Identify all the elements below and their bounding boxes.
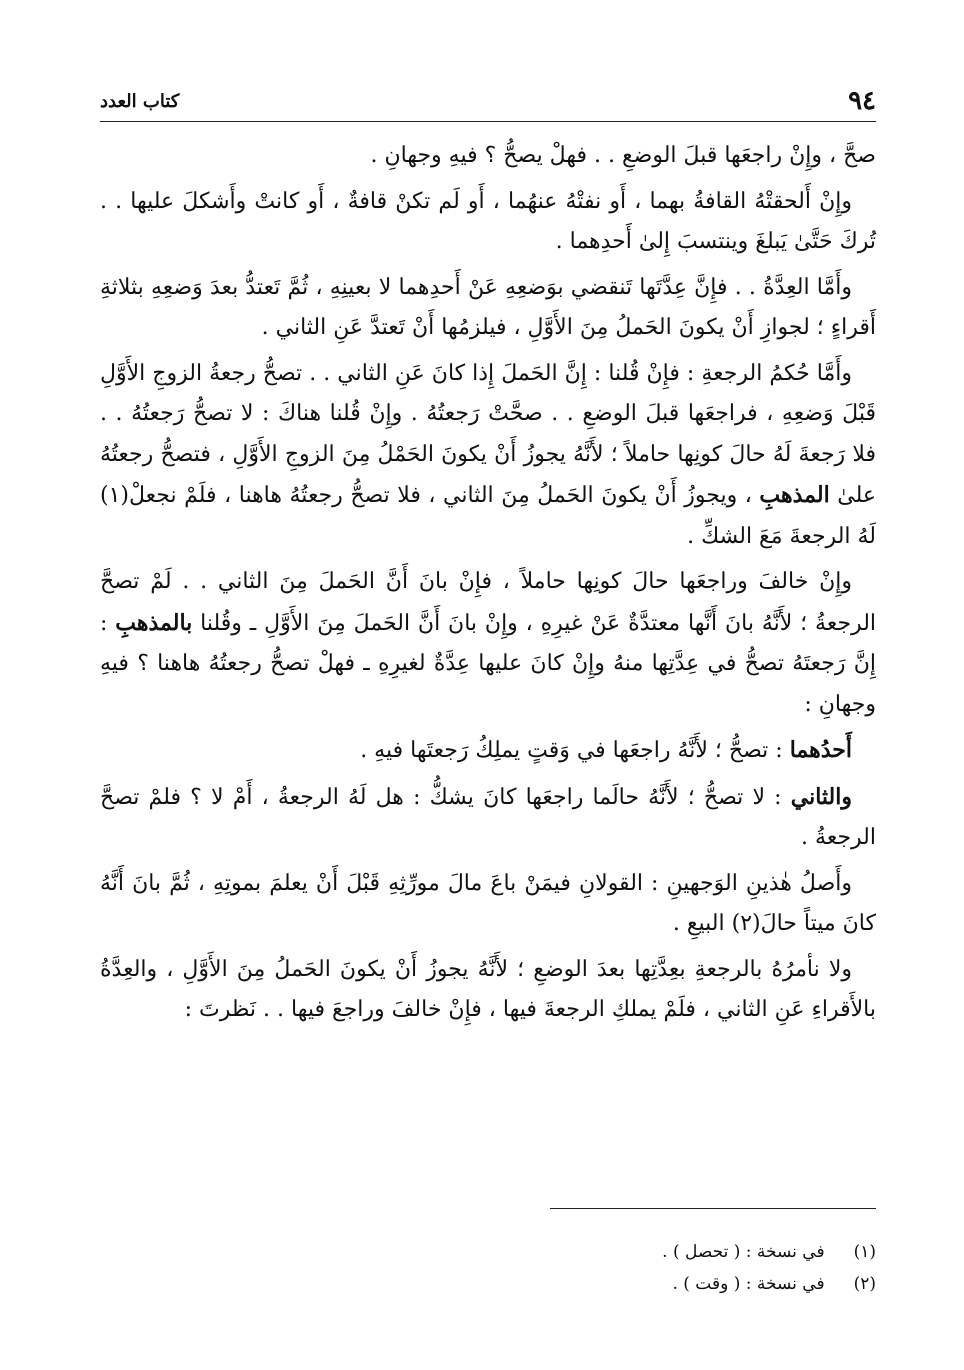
bold-term: المذهبِ	[759, 482, 830, 508]
header-rule	[100, 121, 876, 122]
footnotes	[100, 1236, 876, 1300]
footnote	[100, 1268, 876, 1300]
paragraph	[100, 562, 876, 725]
paragraph	[100, 950, 876, 1031]
bold-term: بالمذهبِ	[115, 609, 193, 636]
footnote-text: في نسخة : ( تحصل ) .	[662, 1242, 825, 1262]
paragraph	[100, 777, 876, 859]
page-header	[100, 84, 876, 120]
paragraph-text: صحَّ ، وإِنْ راجعَها قبلَ الوضعِ . . فهلْ يصحُّ ؟ فيهِ وجهانِ .	[370, 143, 876, 168]
paragraph-text: : لا تصحُّ ؛ لأَنَّهُ حالَما راجعَها كانَ يشكُّ : هل لَهُ الرجعةُ ، أَمْ لا ؟ فلمْ تصحَّ الرجعةُ .	[100, 784, 876, 850]
paragraph-text: وإِنْ خالفَ وراجعَها حالَ كونِها حاملاً ، فإِنْ بانَ أَنَّ الحَملَ مِنَ الثاني . . لَمْ تصحَّ الرجعةُ ؛ لأَنَّهُ بانَ أَنَّها معتدَّةٌ عَنْ غيرِهِ ، وإِنْ بانَ أَنَّ الحَملَ مِنَ الأَوَّلِ ـ وقُلنا	[100, 569, 877, 636]
paragraph-text: وأَمَّا حُكمُ الرجعةِ : فإِنْ قُلنا : إِنَّ الحَملَ إِذا كانَ عَنِ الثاني . . تصحُّ رجعةُ الزوجِ الأَوَّلِ قَبْلَ وَضعِهِ ، فراجعَها قبلَ الوضعِ . . صحَّتْ رَجعتُهُ . وإِنْ قُلنا هناكَ : لا تصحُّ رَجعتُهُ . . فلا رَجعةَ لَهُ حالَ كونِها حاملاً ؛ لأَنَّهُ يجوزُ أَنْ يكونَ الحَمْلُ مِنَ الزوجِ الأَوَّلِ ، فتصحُّ رجعتُهُ علىٰ	[100, 360, 877, 508]
footnote-number: (٢)	[853, 1274, 876, 1294]
paragraph-text: ولا نأمرُهُ بالرجعةِ بعِدَّتِها بعدَ الوضعِ ؛ لأَنَّهُ يجوزُ أَنْ يكونَ الحَملُ مِنَ الأَوَّلِ ، والعِدَّةُ بالأَقراءِ عَنِ الثاني ، فلَمْ يملكِ الرجعةَ فيها ، فإِنْ خالفَ وراجعَ فيها . . نَظرتَ :	[100, 956, 876, 1022]
page-number: ٩٤	[848, 86, 876, 116]
paragraph-text: : تصحُّ ؛ لأَنَّهُ راجعَها في وَقتٍ يملِكُ رَجعتَها فيهِ .	[360, 738, 790, 763]
paragraph	[100, 182, 876, 263]
paragraph-text: وأَمَّا العِدَّةُ . . فإِنَّ عِدَّتَها تَنقضي بوَضعِهِ عَنْ أَحدِهما لا بعينِهِ ، ثُمَّ تَعتدُّ بعدَ وَضعِهِ بثلاثةِ أَقراءٍ ؛ لجوازِ أَنْ يكونَ الحَملُ مِنَ الأَوَّلِ ، فيلزمُها أَنْ تَعتدَّ عَنِ الثاني .	[100, 274, 876, 340]
bold-term: أَحدُهما	[789, 737, 852, 763]
footnote-number: (١)	[853, 1242, 876, 1262]
bold-term: والثاني	[790, 783, 852, 810]
footnote-rule	[550, 1208, 876, 1209]
body-text	[100, 136, 876, 1036]
running-title: كتاب العدد	[100, 91, 180, 112]
footnote-text: في نسخة : ( وقت ) .	[672, 1274, 825, 1294]
paragraph-text: ، ويجوزُ أَنْ يكونَ الحَملُ مِنَ الثاني ، فلا تصحُّ رجعتُهُ هاهنا ، فلَمْ نجعلْ(١) لَهُ الرجعةَ مَعَ الشكِّ .	[100, 483, 876, 549]
paragraph-text: وأَصلُ هٰذينِ الوَجهينِ : القولانِ فيمَنْ باعَ مالَ مورِّثِهِ قَبْلَ أَنْ يعلمَ بموتِهِ ، ثُمَّ بانَ أَنَّهُ كانَ ميتاً حالَ(٢) البيعِ .	[100, 870, 876, 936]
paragraph	[100, 268, 876, 349]
paragraph-text: : إِنَّ رَجعتَهُ تصحُّ في عِدَّتِها منهُ وإِنْ كانَ عليها عِدَّةٌ لغيرِهِ ـ فهلْ تصحُّ رجعتُهُ هاهنا ؟ فيهِ وجهانِ :	[100, 610, 876, 717]
paragraph	[100, 354, 876, 558]
paragraph	[100, 864, 876, 945]
paragraph	[100, 136, 876, 177]
footnote	[100, 1236, 876, 1268]
paragraph-text: وإِنْ أَلحقتْهُ القافةُ بهما ، أَو نفتْهُ عنهُما ، أَو لَم تكنْ قافةٌ ، أَو كانتْ وأَشكلَ عليها . . تُركَ حَتَّىٰ يَبلغَ وينتسبَ إِلىٰ أَحدِهما .	[100, 188, 876, 254]
paragraph	[100, 730, 876, 772]
